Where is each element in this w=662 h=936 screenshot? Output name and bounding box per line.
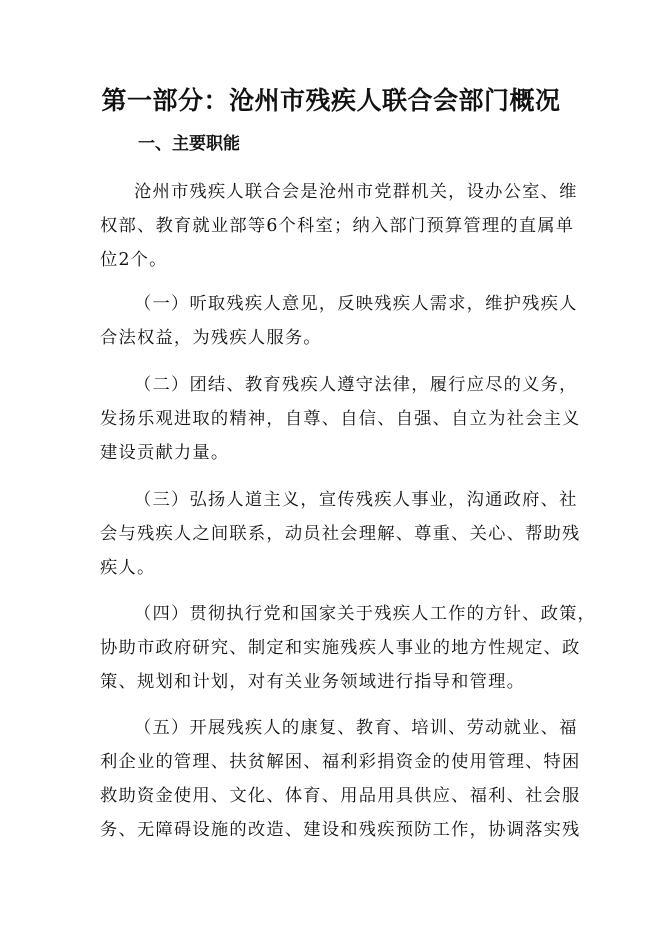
paragraph-function-5 <box>100 711 581 847</box>
section-heading: 一、主要职能 <box>138 134 240 154</box>
paragraph-line: 沧州市残疾人联合会是沧州市党群机关，设办公室、维 <box>134 182 578 202</box>
paragraph-line: 会与残疾人之间联系，动员社会理解、尊重、关心、帮助残 <box>100 524 581 544</box>
paragraph-line: （四）贯彻执行党和国家关于残疾人工作的方针、政策， <box>134 604 597 624</box>
paragraph-line: 利企业的管理、扶贫解困、福利彩捐资金的使用管理、特困 <box>100 752 581 772</box>
paragraph-line: 疾人。 <box>100 558 156 578</box>
paragraph-line: 位2个。 <box>100 250 168 270</box>
paragraph-line: 务、无障碍设施的改造、建设和残疾预防工作，协调落实残 <box>100 820 581 840</box>
paragraph-line: 发扬乐观进取的精神，自尊、自信、自强、自立为社会主义 <box>100 409 581 429</box>
paragraph-line: （一）听取残疾人意见，反映残疾人需求，维护残疾人 <box>134 294 578 314</box>
paragraph-intro <box>100 175 578 277</box>
paragraph-line: （五）开展残疾人的康复、教育、培训、劳动就业、福 <box>134 718 578 738</box>
paragraph-function-3 <box>100 483 581 585</box>
paragraph-line: （三）弘扬人道主义，宣传残疾人事业，沟通政府、社 <box>134 490 578 510</box>
paragraph-line: 策、规划和计划，对有关业务领域进行指导和管理。 <box>100 672 526 692</box>
paragraph-line: （二）团结、教育残疾人遵守法律，履行应尽的义务， <box>134 375 578 395</box>
paragraph-line: 协助市政府研究、制定和实施残疾人事业的地方性规定、政 <box>100 638 581 658</box>
paragraph-function-1 <box>100 287 578 355</box>
paragraph-function-4 <box>100 597 597 699</box>
paragraph-line: 合法权益，为残疾人服务。 <box>100 328 322 348</box>
paragraph-function-2 <box>100 368 581 470</box>
paragraph-line: 救助资金使用、文化、体育、用品用具供应、福利、社会服 <box>100 786 581 806</box>
paragraph-line: 建设贡献力量。 <box>100 443 230 463</box>
paragraph-line: 权部、教育就业部等6个科室；纳入部门预算管理的直属单 <box>100 216 575 236</box>
page-title: 第一部分：沧州市残疾人联合会部门概况 <box>101 86 561 115</box>
